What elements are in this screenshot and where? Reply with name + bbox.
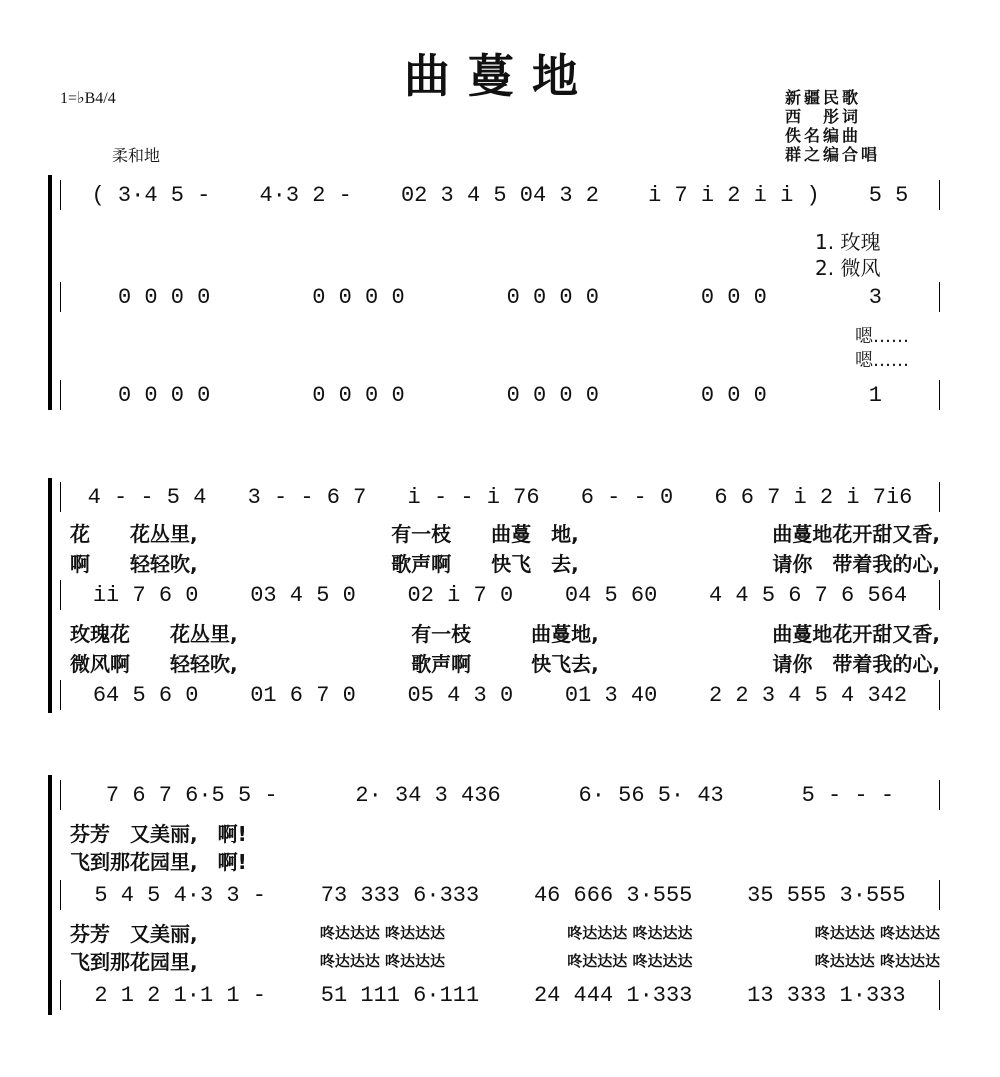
tempo-marking: 柔和地 xyxy=(112,146,161,165)
measure: 7 6 7 6·5 5 - xyxy=(105,782,278,808)
lyric-line xyxy=(70,618,940,646)
measure: 4 - - 5 4 xyxy=(87,484,207,510)
measure: 5 4 5 4·3 3 - xyxy=(94,882,267,908)
lyric: 请你 带着我的心, xyxy=(772,651,940,676)
staff-line xyxy=(60,580,940,610)
measure: 35 555 3·555 xyxy=(747,882,906,908)
lyric: 啊 轻轻吹, xyxy=(70,551,198,576)
system-bracket xyxy=(48,478,58,713)
credits xyxy=(785,88,880,164)
lyric-line xyxy=(70,918,940,946)
lyric-line xyxy=(70,946,940,974)
lyric: 咚达达达 咚达达达 xyxy=(567,951,693,970)
measure: 0 0 0 0 xyxy=(312,382,405,408)
lyric: 啊! xyxy=(217,821,247,846)
lyric-line xyxy=(70,818,940,846)
measure: 6 - - 0 xyxy=(580,484,674,510)
measure: 02 i 7 0 xyxy=(407,582,514,608)
lyric-line xyxy=(70,518,940,546)
staff-line xyxy=(60,180,940,210)
measure: 0 0 0 xyxy=(700,382,767,408)
measure: 01 6 7 0 xyxy=(250,682,356,708)
lyric: 飞到那花园里, xyxy=(70,849,198,874)
lyric: 咚达达达 咚达达达 xyxy=(814,951,940,970)
measure: ( 3·4 5 - xyxy=(91,182,211,208)
measure: 2· 34 3 436 xyxy=(355,782,501,808)
measure: i - - i 76 xyxy=(407,484,540,510)
measure: 0 0 0 0 xyxy=(312,284,405,310)
measure: 73 333 6·333 xyxy=(320,882,480,908)
lyric: 玫瑰花 花丛里, xyxy=(70,621,238,646)
measure: 5 - - - xyxy=(801,782,895,808)
lyric: 芬芳 又美丽, xyxy=(70,821,198,846)
lyric: 咚达达达 咚达达达 xyxy=(814,923,940,942)
measure: 03 4 5 0 xyxy=(250,582,356,608)
lyric-line xyxy=(70,846,940,874)
lyric: 咚达达达 咚达达达 xyxy=(319,923,446,942)
verse-label: 2. 微风 xyxy=(815,256,881,280)
key-signature: 1=♭B4/4 xyxy=(60,90,116,107)
system-bracket xyxy=(48,175,58,410)
lyric: 请你 带着我的心, xyxy=(772,551,940,576)
lyric-line xyxy=(70,648,940,676)
measure: 1 xyxy=(868,382,882,408)
staff-line xyxy=(60,880,940,910)
lyric: 微风啊 轻轻吹, xyxy=(70,651,238,676)
system-bracket xyxy=(48,775,58,1015)
hum-lyric: 嗯…… xyxy=(855,350,909,371)
measure: 6 6 7 i 2 i 7i6 xyxy=(714,484,913,510)
measure: 4·3 2 - xyxy=(259,182,352,208)
measure: 3 xyxy=(868,284,882,310)
hum-lyric: 嗯…… xyxy=(855,326,909,347)
staff-line xyxy=(60,282,940,312)
lyric: 啊! xyxy=(217,849,247,874)
lyric: 歌声啊 快飞 去, xyxy=(391,551,579,576)
measure: 04 5 60 xyxy=(564,582,658,608)
measure: 46 666 3·555 xyxy=(533,882,693,908)
lyric: 曲蔓地花开甜又香, xyxy=(772,621,940,646)
lyric: 咚达达达 咚达达达 xyxy=(319,951,446,970)
measure: 13 333 1·333 xyxy=(747,982,906,1008)
song-title: 曲蔓地 xyxy=(404,49,596,103)
measure: 5 5 xyxy=(868,182,909,208)
lyric: 曲蔓地花开甜又香, xyxy=(772,521,940,546)
measure: 05 4 3 0 xyxy=(407,682,514,708)
verse-label: 1. 玫瑰 xyxy=(815,230,881,254)
staff-line xyxy=(60,780,940,810)
lyric: 花 花丛里, xyxy=(70,521,198,546)
measure: 24 444 1·333 xyxy=(533,982,693,1008)
measure: 02 3 4 5 04 3 2 xyxy=(400,182,599,208)
credit-origin: 新疆民歌 xyxy=(785,88,862,107)
measure: 0 0 0 xyxy=(700,284,767,310)
credit-arranger: 佚名编曲 xyxy=(785,126,862,145)
measure: 0 0 0 0 xyxy=(117,284,211,310)
lyric: 有一枝 曲蔓地, xyxy=(411,621,599,646)
staff-line xyxy=(60,380,940,410)
measure: 64 5 6 0 xyxy=(92,682,199,708)
measure: i 7 i 2 i i ) xyxy=(648,182,820,208)
measure: 2 2 3 4 5 4 342 xyxy=(709,682,908,708)
measure: 01 3 40 xyxy=(564,682,658,708)
credit-chorus: 群之编合唱 xyxy=(785,145,881,164)
measure: 6· 56 5· 43 xyxy=(578,782,724,808)
measure: 0 0 0 0 xyxy=(506,382,599,408)
lyric: 飞到那花园里, xyxy=(70,949,198,974)
measure: 0 0 0 0 xyxy=(506,284,599,310)
lyric: 歌声啊 快飞去, xyxy=(411,651,599,676)
staff-line xyxy=(60,680,940,710)
measure: 0 0 0 0 xyxy=(117,382,211,408)
credit-lyricist: 西 彤词 xyxy=(785,107,862,126)
lyric: 芬芳 又美丽, xyxy=(70,921,198,946)
measure: 3 - - 6 7 xyxy=(247,484,367,510)
lyric-line xyxy=(70,548,940,576)
measure: 51 111 6·111 xyxy=(320,982,480,1008)
measure: 2 1 2 1·1 1 - xyxy=(94,982,267,1008)
lyric: 有一枝 曲蔓 地, xyxy=(391,521,579,546)
measure: ii 7 6 0 xyxy=(92,582,199,608)
measure: 4 4 5 6 7 6 564 xyxy=(709,582,908,608)
staff-line xyxy=(60,980,940,1010)
lyric: 咚达达达 咚达达达 xyxy=(567,923,693,942)
staff-line xyxy=(60,482,940,512)
